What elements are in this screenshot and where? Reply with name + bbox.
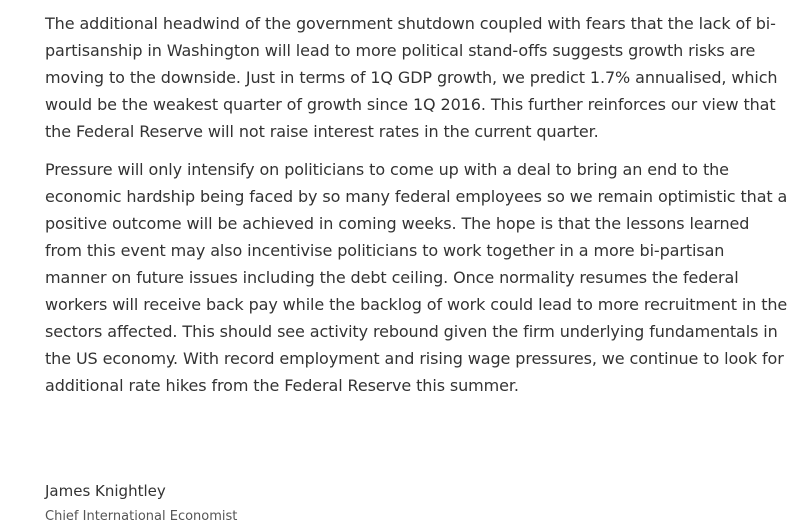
article-body [45, 10, 790, 399]
article-paragraph-2: Pressure will only intensify on politicians to come up with a deal to bring an end to the economic hardship being faced by so many federal employees so we remain optimistic that a positive outcome will be achieved in coming weeks. The hope is that the lessons learned from this event may also incentivise politicians to work together in a more bi-partisan manner on future issues including the debt ceiling. Once normality resumes the federal workers will receive back pay while the backlog of work could lead to more recruitment in the sectors affected. This should see activity rebound given the firm underlying fundamentals in the US economy. With record employment and rising wage pressures, we continue to look for additional rate hikes from the Federal Reserve this summer. [45, 160, 788, 395]
author-byline [45, 480, 445, 527]
author-name[interactable]: James Knightley [45, 482, 166, 500]
article-paragraph-1: The additional headwind of the government shutdown coupled with fears that the lack of bi-partisanship in Washington will lead to more political stand-offs suggests growth risks are moving to the downside. Just in terms of 1Q GDP growth, we predict 1.7% annualised, which would be the weakest quarter of growth since 1Q 2016. This further reinforces our view that the Federal Reserve will not raise interest rates in the current quarter. [45, 14, 778, 141]
author-title: Chief International Economist [45, 509, 238, 524]
